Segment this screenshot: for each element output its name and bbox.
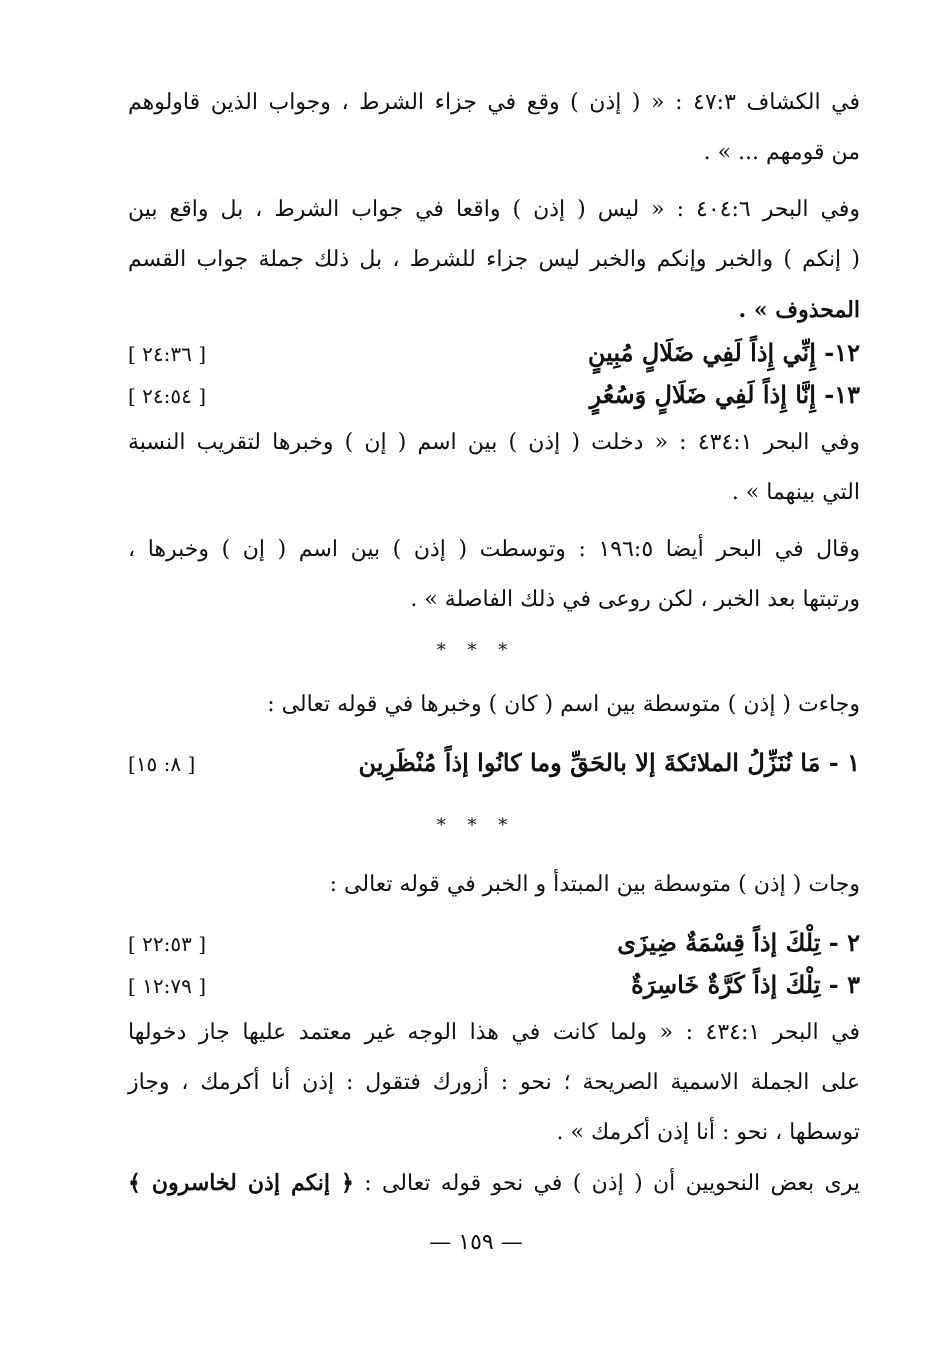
text-line: التي بينهما » . [731, 480, 860, 505]
text-line: وجاءت ( إذن ) متوسطة بين اسم ( كان ) وخبرها في قوله تعالى : [267, 692, 860, 717]
text-line: في الكشاف ٤٧:٣ : « ( إذن ) وقع في جزاء الشرط ، وجواب الذين قاولوهم [128, 90, 860, 115]
text-line: وقال في البحر أيضا ١٩٦:٥ : وتوسطت ( إذن ) بين اسم ( إن ) وخبرها ، [128, 537, 861, 562]
verse-reference: [ ٢٤:٣٦ ] [128, 342, 207, 366]
text-line: وفي البحر ٤٠٤:٦ : « ليس ( إذن ) واقعا في جواب الشرط ، بل واقع بين [128, 197, 860, 222]
verse-reference: [٨: ١٥ ] [128, 752, 196, 776]
paragraph-mubtada [128, 860, 860, 910]
text-line: وفي البحر ٤٣٤:١ : « دخلت ( إذن ) بين اسم ( إن ) وخبرها لتقريب النسبة [128, 430, 861, 455]
verse-reference: [ ٢٢:٥٣ ] [128, 932, 207, 956]
paragraph-bahr-4 [128, 1008, 860, 1158]
text-line: توسطها ، نحو : أنا إذن أكرمك » . [556, 1120, 860, 1145]
verse-line [128, 380, 860, 420]
verse-text: ١ - مَا نُنَزِّلُ الملائكةَ إلا بالحَقِّ وما كانُوا إذاً مُنْظَرِين [358, 748, 860, 777]
verse-line [128, 338, 860, 378]
text-line: من قومهم ... » . [703, 140, 860, 165]
paragraph-kana [128, 680, 860, 730]
paragraph-bahr-1 [128, 185, 860, 335]
verse-text: ٢ - تِلْكَ إذاً قِسْمَةٌ ضِيزَى [617, 928, 860, 957]
paragraph-nahwiyyin [128, 1158, 860, 1209]
lead-text: يرى بعض النحويين أن ( إذن ) في نحو قوله تعالى : [353, 1171, 860, 1196]
verse-reference: [ ١٢:٧٩ ] [128, 974, 207, 998]
text-line [128, 1158, 860, 1209]
text-line: ( إنكم ) والخبر وإنكم والخبر ليس جزاء للشرط ، بل ذلك جملة جواب القسم [128, 247, 860, 272]
verse-line [128, 970, 860, 1010]
section-separator: * * * [436, 640, 516, 661]
paragraph-kashshaf [128, 78, 860, 178]
section-separator: * * * [436, 815, 516, 836]
text-line: المحذوف » . [738, 297, 860, 323]
verse-line [128, 928, 860, 968]
text-line: ورتبتها بعد الخبر ، لكن روعى في ذلك الفاصلة » . [410, 587, 860, 612]
paragraph-bahr-3 [128, 525, 860, 625]
verse-text: ٣ - تِلْكَ إذاً كَرَّةٌ خَاسِرَةٌ [631, 970, 860, 999]
page-number: — ١٥٩ — [429, 1230, 523, 1255]
text-line: وجات ( إذن ) متوسطة بين المبتدأ و الخبر في قوله تعالى : [329, 872, 860, 897]
verse-line [128, 748, 860, 788]
quran-quote: ﴿ إنكم إذن لخاسرون ﴾ [128, 1170, 354, 1196]
verse-text: ١٣- إِنَّا إِذاً لَفِي ضَلَالٍ وَسُعُرٍ [589, 380, 860, 409]
verse-reference: [ ٢٤:٥٤ ] [128, 384, 207, 408]
paragraph-bahr-2 [128, 418, 860, 518]
text-line: في البحر ٤٣٤:١ : « ولما كانت في هذا الوجه غير معتمد عليها جاز دخولها [128, 1020, 860, 1045]
verse-text: ١٢- إِنِّي إِذاً لَفِي ضَلَالٍ مُبِينٍ [587, 338, 860, 367]
text-line: على الجملة الاسمية الصريحة ؛ نحو : أزورك فتقول : إذن أنا أكرمك ، وجاز [128, 1070, 860, 1095]
